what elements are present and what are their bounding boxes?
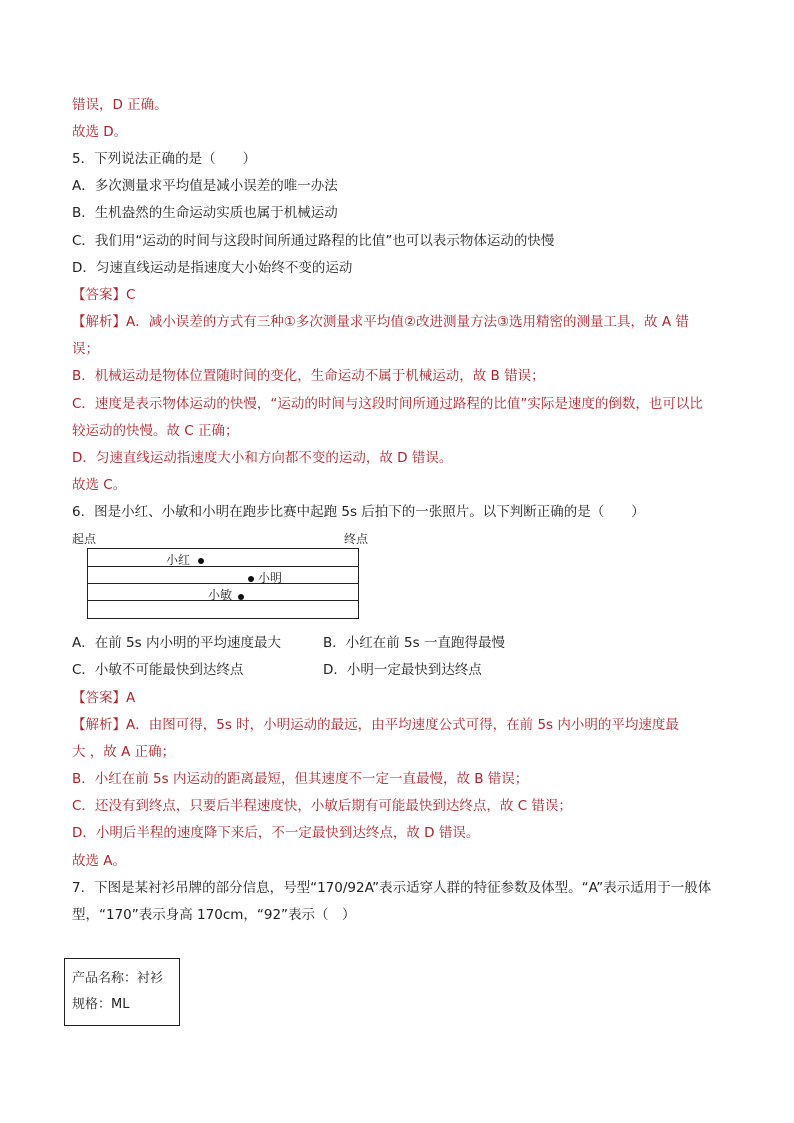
question-7-cont: 型，“170”表示身高 170cm，“92”表示（ ） [72, 907, 356, 923]
finish-label: 终点 [344, 532, 369, 546]
question-7: 7．下图是某衬衫吊牌的部分信息，号型“170/92A”表示适穿人群的特征参数及体型。“A”表示适用于一般体 [72, 880, 712, 896]
text-line: 故选 D。 [72, 124, 128, 140]
option-6a-text: A．在前 5s 内小明的平均速度最大 [72, 635, 281, 651]
track-line [87, 583, 359, 584]
option-5b: B．生机盎然的生命运动实质也属于机械运动 [72, 205, 338, 221]
runner-dot-xiaohong [198, 558, 204, 564]
runner-label-xiaomin: 小敏 [208, 588, 233, 602]
explanation-line: 较运动的快慢。故 C 正确； [72, 423, 239, 439]
option-5d: D．匀速直线运动是指速度大小始终不变的运动 [72, 260, 353, 276]
tag-product-name: 产品名称：衬衫 [72, 971, 164, 986]
explanation-line: C．速度是表示物体运动的快慢，“运动的时间与这段时间所通过路程的比值”实际是速度的倒数，也可以比 [72, 396, 703, 412]
runner-dot-xiaomin [238, 594, 244, 600]
explanation-line: B．小红在前 5s 内运动的距离最短，但其速度不一定一直最慢，故 B 错误； [72, 771, 529, 787]
track-line [87, 566, 359, 567]
answer-5: 【答案】C [72, 287, 136, 303]
explanation-line: D．小明后半程的速度降下来后，不一定最快到达终点，故 D 错误。 [72, 825, 480, 841]
start-label: 起点 [72, 532, 97, 546]
question-6: 6．图是小红、小敏和小明在跑步比赛中起跑 5s 后拍下的一张照片。以下判断正确的是（ ） [72, 504, 645, 520]
option-6a [72, 634, 281, 652]
explanation-line: 误； [72, 341, 99, 357]
runner-dot-xiaoming [248, 576, 254, 582]
tag-spec: 规格：ML [72, 997, 130, 1012]
runner-label-xiaohong: 小红 [166, 553, 191, 567]
clothing-tag-box [64, 958, 180, 1026]
finish-line [358, 548, 359, 618]
text-line: 错误，D 正确。 [72, 97, 168, 113]
question-5: 5．下列说法正确的是（ ） [72, 151, 257, 167]
explanation-line: 大 ，故 A 正确； [72, 744, 176, 760]
race-track-figure [72, 530, 372, 622]
selection-6: 故选 A。 [72, 853, 127, 869]
explanation-line: 【解析】A．减小误差的方式有三种①多次测量求平均值②改进测量方法③选用精密的测量工具，故 A 错 [72, 314, 689, 330]
selection-5: 故选 C。 [72, 477, 127, 493]
track-line [87, 548, 359, 549]
option-5c: C．我们用“运动的时间与这段时间所通过路程的比值”也可以表示物体运动的快慢 [72, 233, 555, 249]
option-5a: A．多次测量求平均值是减小误差的唯一办法 [72, 178, 338, 194]
option-6b: B．小红在前 5s 一直跑得最慢 [323, 635, 505, 651]
option-6c: C．小敏不可能最快到达终点 [72, 662, 244, 678]
start-line [87, 548, 88, 618]
explanation-line: B．机械运动是物体位置随时间的变化，生命运动不属于机械运动，故 B 错误； [72, 368, 545, 384]
option-6d: D．小明一定最快到达终点 [323, 662, 482, 678]
track-line [87, 618, 359, 619]
answer-6: 【答案】A [72, 690, 136, 706]
explanation-line: C．还没有到终点，只要后半程速度快，小敏后期有可能最快到达终点，故 C 错误； [72, 798, 572, 814]
explanation-line: D．匀速直线运动指速度大小和方向都不变的运动，故 D 错误。 [72, 450, 453, 466]
runner-label-xiaoming: 小明 [258, 571, 283, 585]
explanation-line: 【解析】A．由图可得，5s 时，小明运动的最远，由平均速度公式可得，在前 5s 内小明的平均速度最 [72, 717, 679, 733]
